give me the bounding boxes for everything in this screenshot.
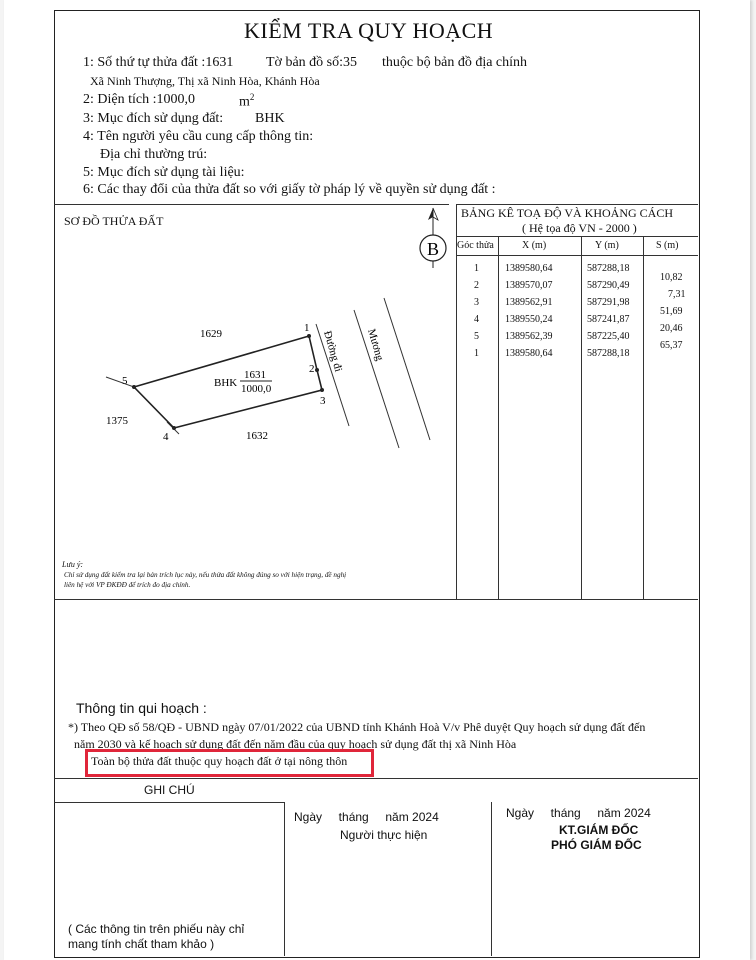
vertex-5-label: 5: [122, 375, 128, 387]
neighbor-1629-label: 1629: [200, 328, 222, 340]
coordinate-table-title: BẢNG KÊ TOẠ ĐỘ VÀ KHOẢNG CÁCH: [461, 206, 674, 220]
diagram-bottom-border: [54, 599, 698, 600]
planning-highlight: Toàn bộ thửa đất thuộc quy hoạch đất ở tại nông thôn: [91, 754, 348, 768]
note-title: Lưu ý:: [62, 560, 84, 569]
row-y: 587291,98: [587, 297, 630, 308]
table-header-top: [456, 236, 698, 237]
note-disclaimer-1: ( Các thông tin trên phiếu này chỉ: [68, 922, 245, 936]
land-use-label: 3: Mục đích sử dụng đất:: [83, 111, 224, 126]
col-header-y: Y (m): [595, 240, 619, 251]
map-sheet-number: Tờ bản đồ số:35: [266, 55, 358, 70]
row-point: 1: [474, 348, 479, 359]
row-point: 2: [474, 280, 479, 291]
parcel-use-label: BHK: [214, 377, 238, 389]
note-line-1: Chỉ sử dụng đất kiểm tra lại bản trích lục này, nếu thửa đất không đúng so với hiện trạng, đề nghị: [64, 571, 347, 579]
svg-text:B: B: [426, 239, 440, 259]
canal-label: Mương: [365, 327, 386, 363]
deputy-director-role: PHÓ GIÁM ĐỐC: [551, 838, 642, 852]
table-left-border: [456, 204, 457, 599]
parcel-address: Xã Ninh Thượng, Thị xã Ninh Hòa, Khánh Hòa: [90, 74, 320, 88]
row-x: 1389580,64: [505, 348, 553, 359]
vertex-4-label: 4: [163, 431, 169, 443]
row-x: 1389550,24: [505, 314, 553, 325]
footer-divider-1: [284, 802, 285, 956]
vertex-4: [172, 426, 176, 430]
distance-value: 51,69: [660, 306, 683, 317]
row-point: 5: [474, 331, 479, 342]
distance-value: 7,31: [668, 289, 686, 300]
note-heading: GHI CHÚ: [144, 783, 195, 797]
table-col-divider-1: [498, 236, 499, 599]
row-point: 3: [474, 297, 479, 308]
document-sheet: [4, 0, 750, 960]
requester-label: 4: Tên người yêu cầu cung cấp thông tin:: [83, 129, 314, 144]
distance-value: 10,82: [660, 272, 683, 283]
vertex-3-label: 3: [320, 395, 326, 407]
row-y: 587288,18: [587, 263, 630, 274]
row-point: 1: [474, 263, 479, 274]
col-header-point: Góc thửa: [457, 240, 494, 251]
page-title: KIỂM TRA QUY HOẠCH: [244, 18, 494, 43]
diagram-title: SƠ ĐỒ THỬA ĐẤT: [64, 214, 164, 228]
boundary-extension-5: [106, 377, 134, 387]
distance-value: 65,37: [660, 340, 683, 351]
col-header-s: S (m): [656, 240, 679, 251]
table-col-divider-3: [643, 236, 644, 599]
planning-heading: Thông tin qui hoạch :: [76, 700, 207, 716]
row-y: 587288,18: [587, 348, 630, 359]
row-y: 587225,40: [587, 331, 630, 342]
cadastral-note: thuộc bộ bản đồ địa chính: [382, 55, 528, 70]
row-x: 1389562,39: [505, 331, 553, 342]
canal-line-right: [384, 298, 430, 440]
date-performer: Ngày tháng năm 2024: [294, 810, 439, 824]
changes-label: 6: Các thay đổi của thửa đất so với giấy tờ pháp lý về quyền sử dụng đất :: [83, 182, 496, 197]
col-header-x: X (m): [522, 240, 547, 251]
vertex-2-label: 2: [309, 363, 315, 375]
footer-divider-2: [491, 802, 492, 956]
vertex-3: [320, 388, 324, 392]
distance-value: 20,46: [660, 323, 683, 334]
row-y: 587290,49: [587, 280, 630, 291]
road-label: Đường đi: [321, 329, 345, 374]
row-point: 4: [474, 314, 479, 325]
director-role: KT.GIÁM ĐỐC: [559, 823, 639, 837]
table-header-bottom: [456, 255, 698, 256]
vertex-1: [307, 334, 311, 338]
parcel-area: 2: Diện tích :1000,0: [83, 92, 195, 107]
parcel-area-label: 1000,0: [241, 383, 272, 395]
table-col-divider-2: [581, 236, 582, 599]
date-director: Ngày tháng năm 2024: [506, 806, 651, 820]
vertex-2: [315, 368, 319, 372]
neighbor-1632-label: 1632: [246, 430, 268, 442]
parcel-number: 1: Số thứ tự thửa đất :1631: [83, 55, 234, 70]
area-unit: $m^2$: [239, 92, 255, 110]
table-top-border: [456, 204, 698, 205]
row-y: 587241,87: [587, 314, 630, 325]
row-x: 1389580,64: [505, 263, 553, 274]
planning-line-2: năm 2030 và kế hoạch sử dụng đất đến năm đầu của quy hoạch sử dụng đất thị xã Ninh Hòa: [74, 737, 517, 751]
vertex-5: [132, 385, 136, 389]
land-use-value: BHK: [255, 111, 285, 126]
note-heading-border: [54, 802, 284, 803]
note-disclaimer-2: mang tính chất tham khảo ): [68, 937, 215, 951]
performer-role: Người thực hiện: [340, 828, 428, 842]
footer-top-border: [54, 778, 698, 779]
diagram-top-border: [54, 204, 449, 205]
row-x: 1389570,07: [505, 280, 553, 291]
neighbor-1375-label: 1375: [106, 415, 128, 427]
parcel-number-label: 1631: [244, 369, 266, 381]
coordinate-table-subtitle: ( Hệ tọa độ VN - 2000 ): [522, 221, 637, 235]
vertex-1-label: 1: [304, 322, 310, 334]
planning-line-1: *) Theo QĐ số 58/QĐ - UBND ngày 07/01/2022 của UBND tỉnh Khánh Hoà V/v Phê duyệt Quy hoạch sử dụng đất đến: [68, 720, 646, 734]
residence-label: Địa chỉ thường trú:: [100, 147, 208, 162]
note-line-2: liên hệ với VP ĐKĐĐ để trích đo địa chính.: [64, 581, 191, 589]
parcel-diagram: [54, 230, 444, 590]
row-x: 1389562,91: [505, 297, 553, 308]
document-purpose-label: 5: Mục đích sử dụng tài liệu:: [83, 165, 245, 180]
